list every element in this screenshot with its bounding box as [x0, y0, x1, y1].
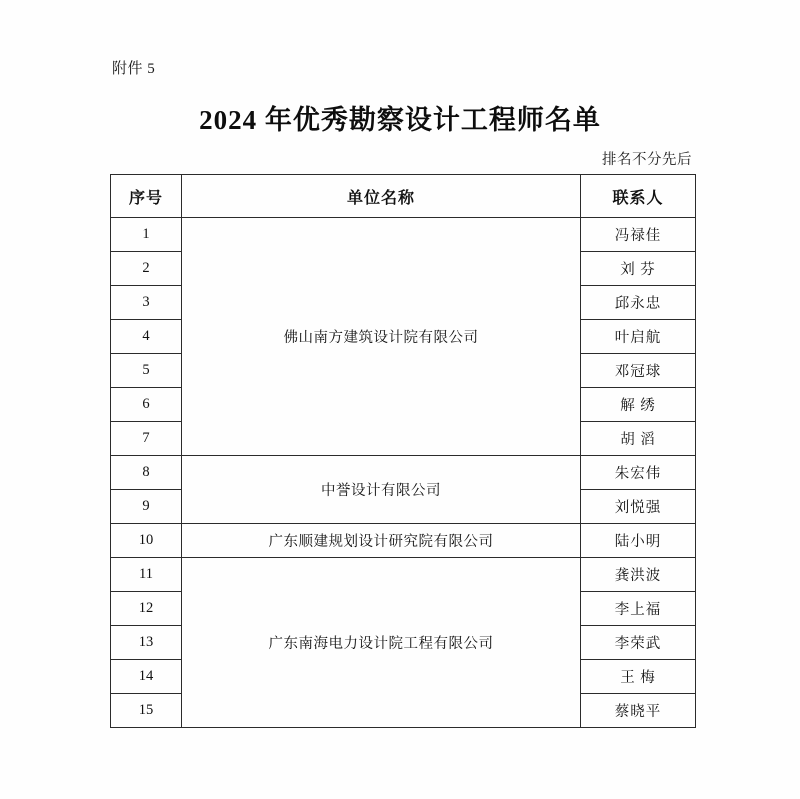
cell-contact-name: 朱宏伟 — [581, 456, 696, 490]
cell-index: 14 — [111, 660, 182, 694]
cell-contact-name: 王 梅 — [581, 660, 696, 694]
table-header — [111, 175, 696, 218]
page-title: 2024 年优秀勘察设计工程师名单 — [199, 105, 601, 135]
cell-contact-name: 陆小明 — [581, 524, 696, 558]
table-body — [111, 218, 696, 728]
cell-contact-name: 邱永忠 — [581, 286, 696, 320]
cell-contact-name: 李荣武 — [581, 626, 696, 660]
column-header-index: 序号 — [111, 175, 182, 218]
ranking-note: 排名不分先后 — [602, 152, 692, 168]
cell-contact-name: 刘 芬 — [581, 252, 696, 286]
cell-contact-name: 解 绣 — [581, 388, 696, 422]
cell-index: 13 — [111, 626, 182, 660]
cell-contact-name: 龚洪波 — [581, 558, 696, 592]
cell-index: 5 — [111, 354, 182, 388]
cell-index: 12 — [111, 592, 182, 626]
column-header-contact: 联系人 — [581, 175, 696, 218]
cell-index: 2 — [111, 252, 182, 286]
table-row — [111, 218, 696, 252]
cell-index: 8 — [111, 456, 182, 490]
cell-contact-name: 邓冠球 — [581, 354, 696, 388]
table-row — [111, 456, 696, 490]
cell-contact-name: 叶启航 — [581, 320, 696, 354]
cell-index: 9 — [111, 490, 182, 524]
cell-unit-name: 中誉设计有限公司 — [182, 456, 581, 524]
cell-contact-name: 蔡晓平 — [581, 694, 696, 728]
cell-index: 1 — [111, 218, 182, 252]
cell-index: 7 — [111, 422, 182, 456]
table-row — [111, 558, 696, 592]
cell-contact-name: 刘悦强 — [581, 490, 696, 524]
cell-index: 4 — [111, 320, 182, 354]
cell-unit-name: 佛山南方建筑设计院有限公司 — [182, 218, 581, 456]
cell-index: 3 — [111, 286, 182, 320]
cell-unit-name: 广东顺建规划设计研究院有限公司 — [182, 524, 581, 558]
table-row — [111, 524, 696, 558]
cell-contact-name: 李上福 — [581, 592, 696, 626]
cell-index: 11 — [111, 558, 182, 592]
engineer-roster-table — [110, 174, 696, 728]
column-header-unit: 单位名称 — [182, 175, 581, 218]
cell-contact-name: 胡 滔 — [581, 422, 696, 456]
table-header-row — [111, 175, 696, 218]
attachment-label: 附件 5 — [112, 61, 156, 77]
cell-contact-name: 冯禄佳 — [581, 218, 696, 252]
cell-index: 6 — [111, 388, 182, 422]
cell-unit-name: 广东南海电力设计院工程有限公司 — [182, 558, 581, 728]
cell-index: 10 — [111, 524, 182, 558]
cell-index: 15 — [111, 694, 182, 728]
